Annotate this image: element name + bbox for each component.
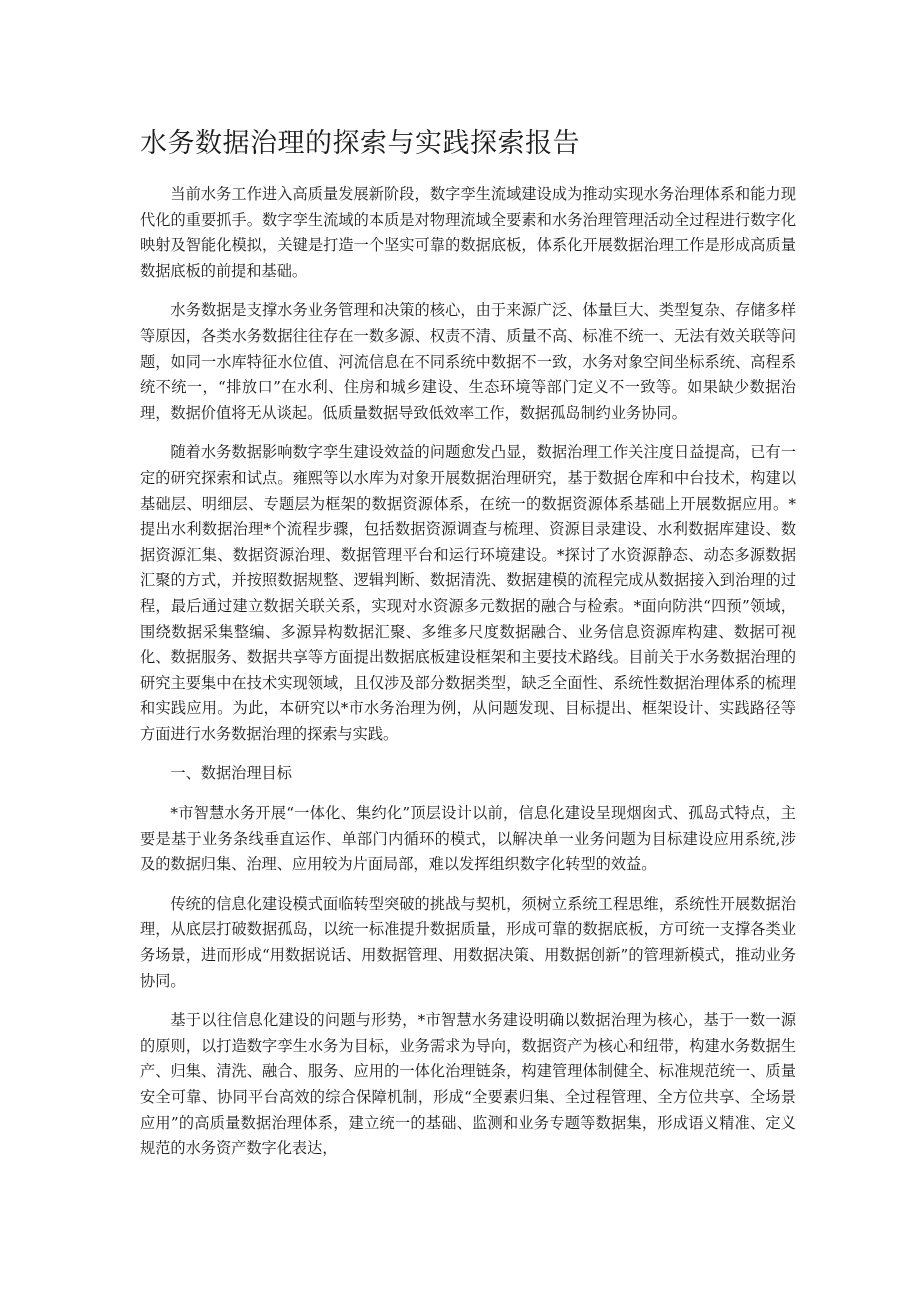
paragraph-section-2: 传统的信息化建设模式面临转型突破的挑战与契机，须树立系统工程思维，系统性开展数据治理，从底层打破数据孤岛，以统一标准提升数据质量，形成可靠的数据底板，方可统一支撑各类业务场景，进而形成“用数据说话、用数据管理、用数据决策、用数据创新”的管理新模式，推动业务协同。 — [140, 894, 796, 990]
paragraph-section-3: 基于以往信息化建设的问题与形势，*市智慧水务建设明确以数据治理为核心，基于一数一源的原则，以打造数字孪生水务为目标，业务需求为导向，数据资产为核心和纽带，构建水务数据生产、归集、清洗、融合、服务、应用的一体化治理链条，构建管理体制健全、标准规范统一、质量安全可靠、协同平台高效的综合保障机制，形成“全要素归集、全过程管理、全方位共享、全场景应用”的高质量数据治理体系，建立统一的基础、监测和业务专题等数据集，形成语义精准、定义规范的水务资产数字化表达， — [140, 1011, 796, 1158]
paragraph-section-1: *市智慧水务开展“一体化、集约化”顶层设计以前，信息化建设呈现烟囱式、孤岛式特点，主要是基于业务条线垂直运作、单部门内循环的模式，以解决单一业务问题为目标建设应用系统,涉及的数据归集、治理、应用较为片面局部，难以发挥组织数字化转型的效益。 — [140, 804, 796, 874]
section-heading: 一、数据治理目标 — [170, 764, 292, 783]
document-page — [140, 122, 796, 1176]
paragraph-data-problems: 水务数据是支撑水务业务管理和决策的核心，由于来源广泛、体量巨大、类型复杂、存储多样等原因，各类水务数据往往存在一数多源、权责不清、质量不高、标准不统一、无法有效关联等问题，如同一水库特征水位值、河流信息在不同系统中数据不一致，水务对象空间坐标系统、高程系统不统一，“排放口”在水利、住房和城乡建设、生态环境等部门定义不一致等。如果缺少数据治理，数据价值将无从谈起。低质量数据导致低效率工作，数据孤岛制约业务协同。 — [140, 301, 796, 422]
document-title: 水务数据治理的探索与实践探索报告 — [140, 128, 580, 159]
paragraph-research-review: 随着水务数据影响数字孪生建设效益的问题愈发凸显，数据治理工作关注度日益提高，已有一定的研究探索和试点。雍熙等以水库为对象开展数据治理研究，基于数据仓库和中台技术，构建以基础层、明细层、专题层为框架的数据资源体系，在统一的数据资源体系基础上开展数据应用。*提出水利数据治理*个流程步骤，包括数据资源调查与梳理、资源目录建设、水利数据库建设、数据资源汇集、数据资源治理、数据管理平台和运行环境建设。*探讨了水资源静态、动态多源数据汇聚的方式，并按照数据规整、逻辑判断、数据清洗、数据建模的流程完成从数据接入到治理的过程，最后通过建立数据关联关系，实现对水资源多元数据的融合与检索。*面向防洪“四预”领域，围绕数据采集整编、多源异构数据汇聚、多维多尺度数据融合、业务信息资源库构建、数据可视化、数据服务、数据共享等方面提出数据底板建设框架和主要技术路线。目前关于水务数据治理的研究主要集中在技术实现领域，且仅涉及部分数据类型，缺乏全面性、系统性数据治理体系的梳理和实践应用。为此，本研究以*市水务治理为例，从问题发现、目标提出、框架设计、实践路径等方面进行水务数据治理的探索与实践。 — [140, 443, 796, 743]
paragraph-intro: 当前水务工作进入高质量发展新阶段，数字孪生流域建设成为推动实现水务治理体系和能力现代化的重要抓手。数字孪生流域的本质是对物理流域全要素和水务治理管理活动全过程进行数字化映射及智能化模拟，关键是打造一个坚实可靠的数据底板，体系化开展数据治理工作是形成高质量数据底板的前提和基础。 — [140, 185, 796, 280]
